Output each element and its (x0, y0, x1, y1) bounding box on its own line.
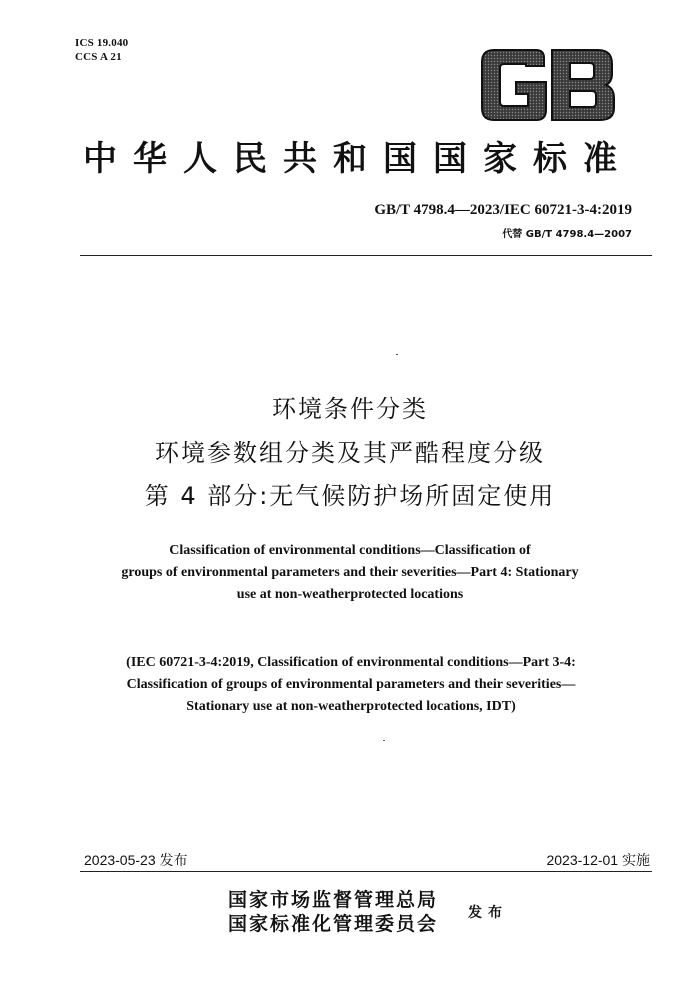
iec-reference-line-1: (IEC 60721-3-4:2019, Classification of environmental conditions—Part 3-4: (126, 655, 576, 670)
ccs-code: CCS A 21 (75, 51, 122, 63)
iec-reference-line-2: Classification of groups of environmental parameters and their severities— (126, 677, 576, 692)
scan-speck (396, 354, 398, 355)
standard-number: GB/T 4798.4—2023/IEC 60721-3-4:2019 (374, 202, 632, 218)
issue-date: 2023-05-23 发布 (84, 852, 188, 868)
english-title (90, 540, 610, 606)
replaces-standard: 代替 GB/T 4798.4—2007 (502, 229, 632, 240)
issuer-sac: 国家标准化管理委员会 (228, 913, 439, 935)
scan-speck (383, 740, 385, 741)
english-title-line-2: groups of environmental parameters and their severities—Part 4: Stationary (121, 565, 579, 580)
chinese-title-line-3: 第 4 部分:无气候防护场所固定使用 (144, 482, 556, 510)
national-standard-heading: 中华人民共和国国家标准 (83, 139, 633, 179)
iec-reference-line-3: Stationary use at non-weatherprotected locations, IDT) (186, 699, 516, 714)
iec-reference (86, 652, 616, 718)
bottom-divider (80, 871, 652, 872)
classification-codes (75, 36, 128, 64)
implementation-date: 2023-12-01 实施 (546, 852, 650, 868)
publish-label: 发布 (468, 905, 508, 921)
chinese-title-line-1: 环境条件分类 (272, 395, 428, 423)
gb-logo (478, 48, 616, 122)
top-divider (80, 255, 652, 256)
ics-code: ICS 19.040 (75, 37, 129, 49)
issuer-samr: 国家市场监督管理总局 (228, 889, 439, 911)
english-title-line-3: use at non-weatherprotected locations (236, 587, 464, 602)
english-title-line-1: Classification of environmental conditions—Classification of (169, 543, 531, 558)
chinese-title-line-2: 环境参数组分类及其严酷程度分级 (155, 439, 545, 467)
issuing-authorities (228, 888, 438, 936)
